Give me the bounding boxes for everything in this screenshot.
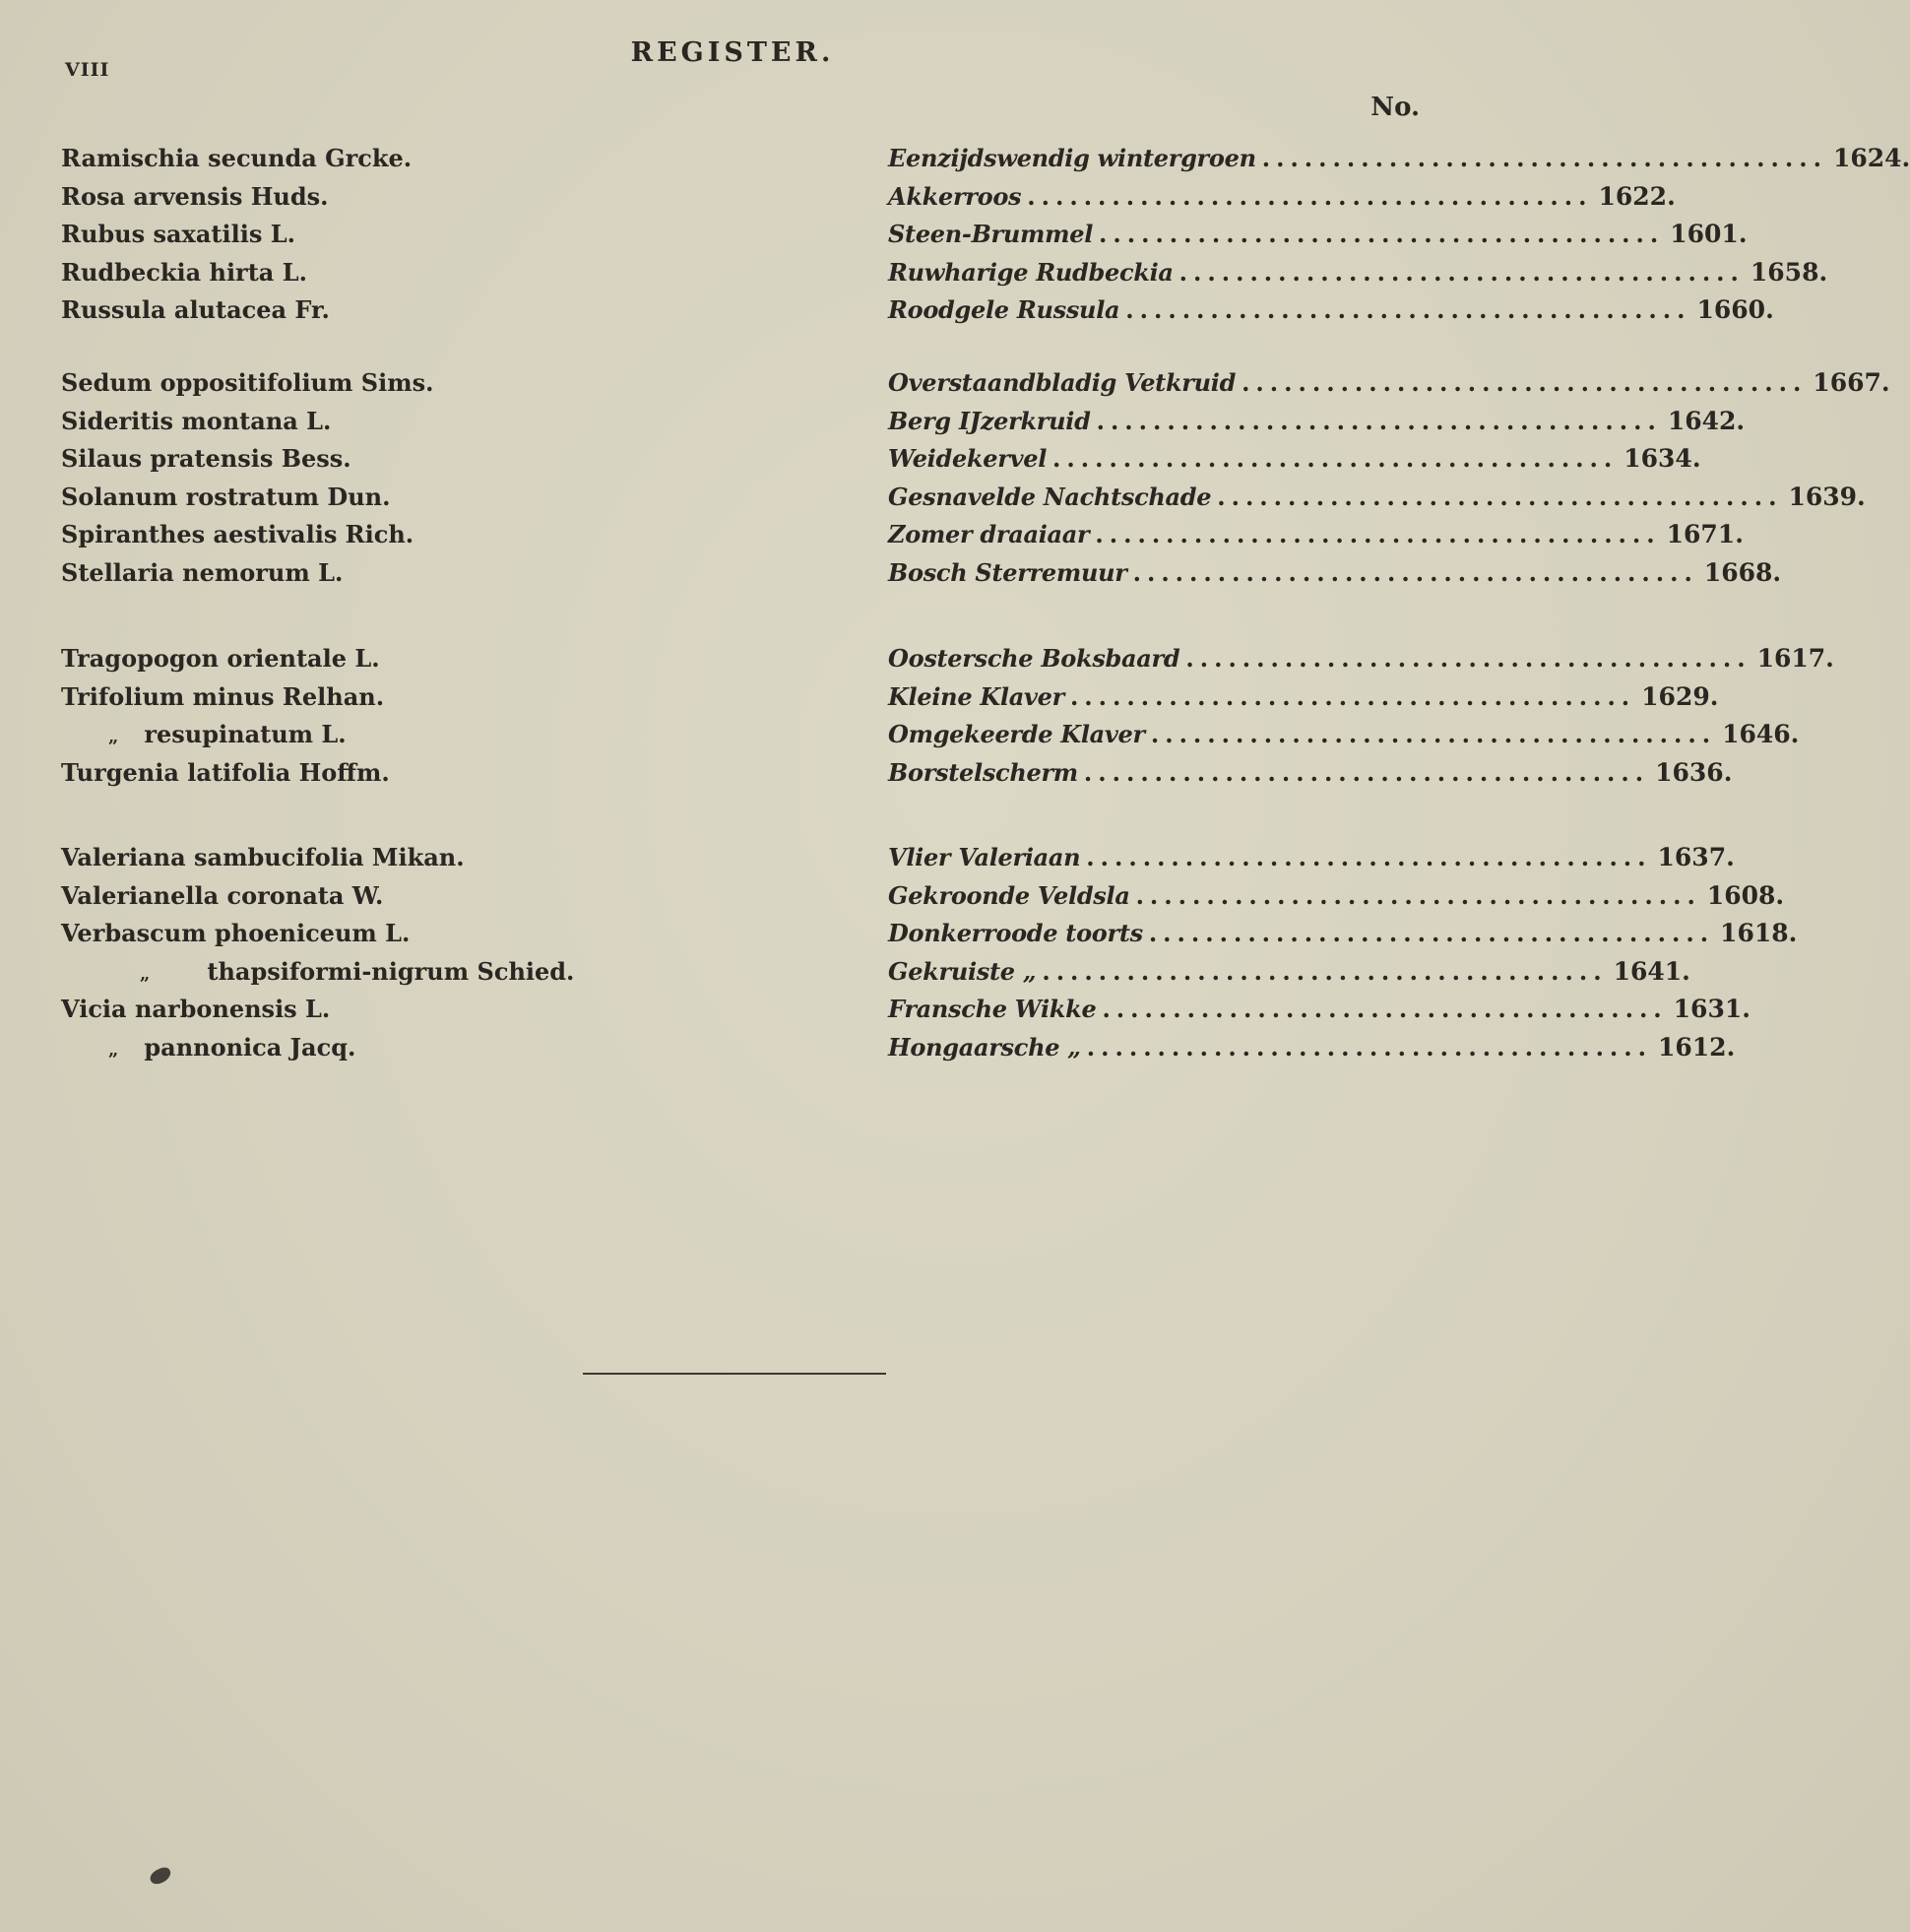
dutch-name: Steen-Brummel <box>888 220 1094 248</box>
scientific-name: Valeriana sambucifolia Mikan. <box>61 843 465 871</box>
ink-smudge <box>148 1865 173 1887</box>
dot-leader: ........................................ <box>1242 368 1808 397</box>
dutch-name: Weidekervel <box>888 444 1048 473</box>
entry-number: 1617. <box>1756 644 1834 673</box>
register-entry <box>0 644 1834 682</box>
dutch-name: Hongaarsche „ <box>888 1032 1081 1062</box>
scientific-name: Solanum rostratum Dun. <box>61 482 391 511</box>
entry-number: 1660. <box>1696 295 1774 324</box>
scientific-name-text: thapsiformi-nigrum Schied. <box>207 956 575 986</box>
scientific-name: Rubus saxatilis L. <box>61 220 295 248</box>
entry-number: 1636. <box>1655 757 1733 787</box>
entry-number: 1646. <box>1722 720 1800 748</box>
entry-number: 1612. <box>1657 1032 1736 1062</box>
dot-leader: ........................................ <box>1042 956 1608 986</box>
register-entry <box>0 368 1890 407</box>
entry-number: 1658. <box>1750 257 1828 287</box>
page-number: VIII <box>65 59 110 81</box>
entry-number: 1639. <box>1788 482 1866 511</box>
scientific-name: Sedum oppositifolium Sims. <box>61 368 434 397</box>
register-entry <box>0 181 1676 221</box>
scientific-name-text: pannonica Jacq. <box>144 1032 356 1062</box>
entry-number: 1642. <box>1667 406 1746 435</box>
entry-number: 1629. <box>1641 681 1719 711</box>
register-entry <box>0 220 1748 258</box>
register-entry <box>0 144 1910 182</box>
entry-number: 1668. <box>1703 557 1782 587</box>
entry-number: 1608. <box>1706 880 1785 910</box>
register-entry <box>0 295 1774 334</box>
dot-leader: ........................................ <box>1125 295 1691 324</box>
scientific-name: Verbascum phoeniceum L. <box>61 919 411 947</box>
register-entry <box>0 995 1751 1033</box>
dutch-name: Berg IJzerkruid <box>888 406 1091 435</box>
ditto-mark: „ <box>108 1039 119 1061</box>
register-entry <box>0 681 1719 721</box>
page-title: REGISTER. <box>630 37 835 68</box>
register-entry <box>0 257 1828 296</box>
scientific-name <box>108 720 347 748</box>
dutch-name: Akkerroos <box>888 181 1022 211</box>
scientific-name-text: resupinatum L. <box>144 720 347 748</box>
register-entry <box>0 757 1733 797</box>
dutch-name: Oostersche Boksbaard <box>888 644 1180 673</box>
scientific-name: Tragopogon orientale L. <box>61 644 380 673</box>
entry-number: 1601. <box>1670 220 1748 248</box>
dot-leader: ........................................ <box>1083 757 1650 787</box>
scientific-name: Turgenia latifolia Hoffm. <box>61 757 390 787</box>
dutch-name: Kleine Klaver <box>888 681 1064 711</box>
register-entry <box>0 482 1866 521</box>
register-group-s <box>0 368 1890 596</box>
entry-number: 1624. <box>1832 144 1910 172</box>
register-entry <box>0 843 1735 881</box>
entry-number: 1622. <box>1598 181 1676 211</box>
register-entry <box>0 720 1800 758</box>
register-group-v <box>0 843 1798 1070</box>
scientific-name <box>108 1033 355 1062</box>
dutch-name: Gesnavelde Nachtschade <box>888 482 1212 511</box>
dot-leader: ........................................ <box>1261 144 1827 172</box>
ditto-mark: „ <box>108 727 119 747</box>
dutch-name: Zomer draaiaar <box>888 520 1090 548</box>
dutch-name: Bosch Sterremuur <box>888 557 1127 587</box>
scientific-name: Spiranthes aestivalis Rich. <box>61 520 414 548</box>
dot-leader: ........................................ <box>1185 644 1751 673</box>
dot-leader: ........................................ <box>1096 406 1662 435</box>
dot-leader: ........................................ <box>1027 181 1593 211</box>
dot-leader: ........................................ <box>1217 482 1783 511</box>
scientific-name <box>140 957 574 986</box>
register-entry <box>0 520 1744 558</box>
scientific-name: Trifolium minus Relhan. <box>61 681 385 711</box>
dutch-name: Ruwharige Rudbeckia <box>888 257 1174 287</box>
dot-leader: ........................................ <box>1086 843 1652 871</box>
dutch-name: Gekroonde Veldsla <box>888 880 1130 910</box>
dutch-name: Gekruiste „ <box>888 956 1037 986</box>
dot-leader: ........................................ <box>1102 995 1668 1023</box>
dutch-name: Overstaandbladig Vetkruid <box>888 368 1237 397</box>
register-group-t <box>0 644 1834 796</box>
end-rule <box>583 1373 886 1375</box>
scientific-name: Sideritis montana L. <box>61 406 332 435</box>
entry-number: 1667. <box>1813 368 1890 397</box>
scientific-name: Silaus pratensis Bess. <box>61 444 351 473</box>
dutch-name: Borstelscherm <box>888 757 1078 787</box>
dot-leader: ........................................ <box>1135 880 1701 910</box>
dot-leader: ........................................ <box>1086 1032 1652 1062</box>
dot-leader: ........................................ <box>1069 681 1636 711</box>
ditto-mark: „ <box>140 963 151 985</box>
dutch-name: Roodgele Russula <box>888 295 1120 324</box>
entry-number: 1631. <box>1673 995 1751 1023</box>
dutch-name: Vlier Valeriaan <box>888 843 1081 871</box>
entry-number: 1618. <box>1720 919 1798 947</box>
register-entry <box>0 880 1785 920</box>
dutch-name: Eenzijdswendig wintergroen <box>888 144 1256 172</box>
number-column-label: No. <box>1370 93 1420 122</box>
scientific-name: Stellaria nemorum L. <box>61 557 344 587</box>
entry-number: 1634. <box>1624 444 1701 473</box>
register-entry <box>0 1032 1736 1071</box>
dutch-name: Omgekeerde Klaver <box>888 720 1145 748</box>
register-group-r <box>0 144 1910 334</box>
dot-leader: ........................................ <box>1150 720 1717 748</box>
scientific-name: Russula alutacea Fr. <box>61 295 330 324</box>
register-entry <box>0 406 1746 445</box>
scientific-name: Rosa arvensis Huds. <box>61 181 329 211</box>
dot-leader: ........................................ <box>1095 520 1661 548</box>
entry-number: 1671. <box>1666 520 1744 548</box>
dot-leader: ........................................ <box>1178 257 1745 287</box>
scientific-name: Vicia narbonensis L. <box>61 995 331 1023</box>
dot-leader: ........................................ <box>1052 444 1619 473</box>
register-entry <box>0 444 1701 483</box>
register-entry <box>0 919 1798 957</box>
scientific-name: Ramischia secunda Grcke. <box>61 144 413 172</box>
dutch-name: Donkerroode toorts <box>888 919 1143 947</box>
dot-leader: ........................................ <box>1099 220 1665 248</box>
dot-leader: ........................................ <box>1132 557 1698 587</box>
register-entry <box>0 557 1782 597</box>
scientific-name: Rudbeckia hirta L. <box>61 257 307 287</box>
scientific-name: Valerianella coronata W. <box>61 880 384 910</box>
dot-leader: ........................................ <box>1148 919 1715 947</box>
dutch-name: Fransche Wikke <box>888 995 1097 1023</box>
entry-number: 1637. <box>1657 843 1735 871</box>
entry-number: 1641. <box>1613 956 1690 986</box>
register-entry <box>0 956 1690 996</box>
